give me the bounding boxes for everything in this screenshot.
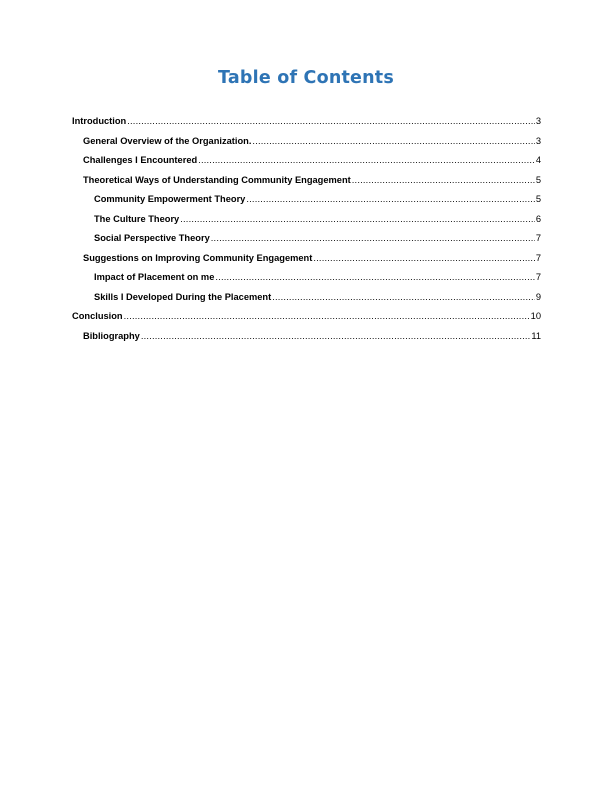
toc-dot-leader xyxy=(211,231,535,245)
toc-dot-leader xyxy=(246,192,534,206)
toc-dot-leader xyxy=(141,329,531,343)
toc-entry-impact-of-placement[interactable] xyxy=(72,270,541,290)
toc-list xyxy=(72,114,541,348)
toc-entry-culture-theory[interactable] xyxy=(72,212,541,232)
toc-entry-text: Community Empowerment Theory xyxy=(94,194,246,204)
toc-dot-leader xyxy=(252,134,534,148)
toc-page-number: 6 xyxy=(535,213,541,224)
toc-entry-theoretical-ways[interactable] xyxy=(72,173,541,193)
toc-page-number: 11 xyxy=(531,330,541,341)
toc-entry-skills-developed[interactable] xyxy=(72,290,541,310)
toc-entry-text: Impact of Placement on me xyxy=(94,272,215,282)
toc-entry-text: Conclusion xyxy=(72,311,123,321)
toc-entry-text: Skills I Developed During the Placement xyxy=(94,291,272,302)
toc-page-number: 9 xyxy=(535,291,541,302)
toc-entry-bibliography[interactable] xyxy=(72,329,541,349)
toc-page-number: 5 xyxy=(535,174,541,185)
toc-entry-text: General Overview of the Organization. xyxy=(83,135,252,146)
toc-entry-challenges[interactable] xyxy=(72,153,541,173)
toc-page-number: 7 xyxy=(535,272,541,282)
toc-entry-suggestions[interactable] xyxy=(72,251,541,271)
toc-entry-community-empowerment[interactable] xyxy=(72,192,541,212)
toc-dot-leader xyxy=(124,309,530,323)
toc-dot-leader xyxy=(198,153,535,167)
toc-page-number: 10 xyxy=(530,311,541,321)
toc-page-number: 3 xyxy=(535,135,541,146)
toc-dot-leader xyxy=(180,212,535,226)
toc-entry-text: Challenges I Encountered xyxy=(83,155,198,165)
toc-entry-text: Theoretical Ways of Understanding Community Engagement xyxy=(83,174,351,185)
toc-entry-introduction[interactable] xyxy=(72,114,541,134)
toc-page-number: 4 xyxy=(535,155,541,165)
toc-page-number: 7 xyxy=(535,233,541,243)
toc-entry-text: Suggestions on Improving Community Engagement xyxy=(83,252,313,263)
toc-page-number: 3 xyxy=(535,116,541,126)
toc-dot-leader xyxy=(215,270,534,284)
toc-dot-leader xyxy=(272,290,535,304)
toc-dot-leader xyxy=(127,114,535,128)
toc-page-number: 7 xyxy=(535,252,541,263)
toc-entry-text: Social Perspective Theory xyxy=(94,233,210,243)
toc-entry-text: Introduction xyxy=(72,116,127,126)
toc-entry-social-perspective[interactable] xyxy=(72,231,541,251)
toc-entry-general-overview[interactable] xyxy=(72,134,541,154)
toc-dot-leader xyxy=(313,251,534,265)
toc-entry-conclusion[interactable] xyxy=(72,309,541,329)
toc-title: Table of Contents xyxy=(218,68,394,88)
toc-entry-text: The Culture Theory xyxy=(94,213,180,224)
toc-entry-text: Bibliography xyxy=(83,330,140,341)
toc-page-number: 5 xyxy=(535,194,541,204)
toc-dot-leader xyxy=(352,173,535,187)
